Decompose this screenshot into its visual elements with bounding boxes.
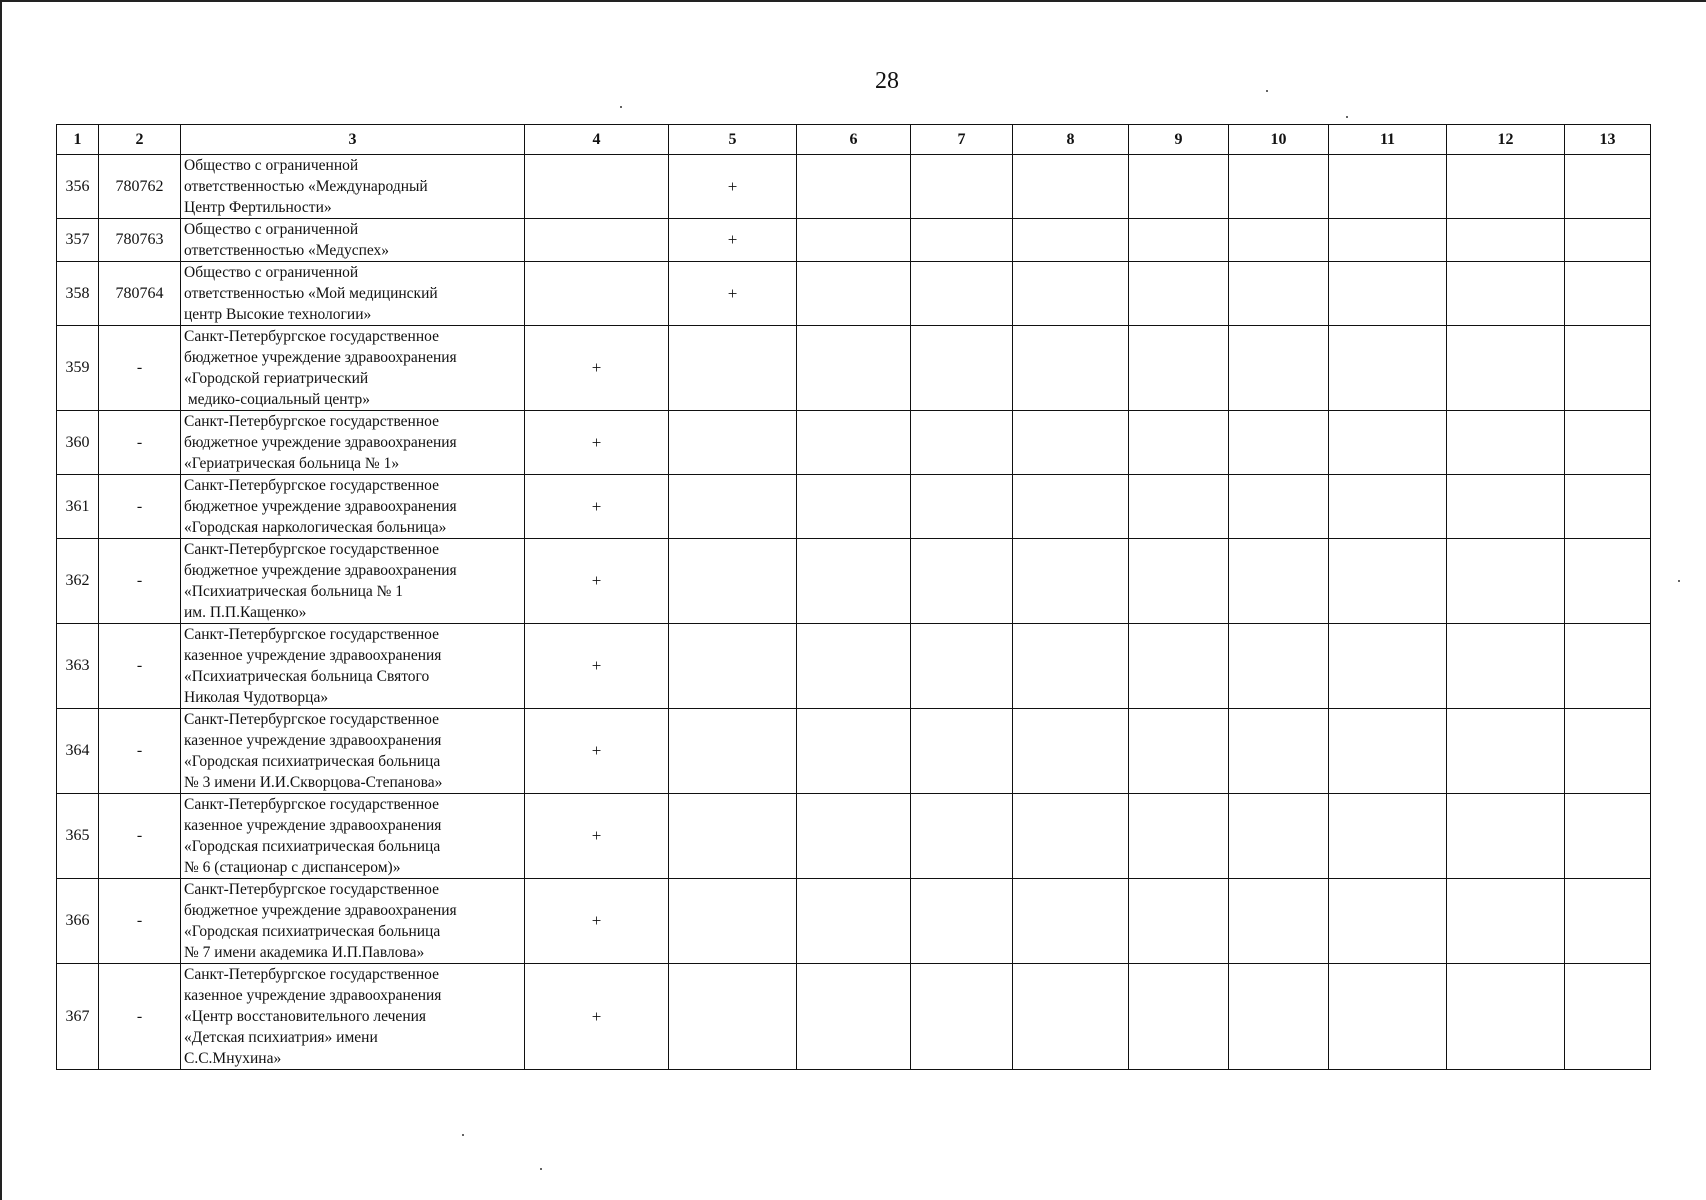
table-header-row <box>57 125 1651 155</box>
mark-cell-col-8 <box>1013 475 1129 539</box>
registry-code-cell: - <box>99 709 181 794</box>
organization-name-line: «Психиатрическая больница № 1 <box>184 583 404 600</box>
organization-name-cell <box>181 475 525 539</box>
mark-cell-col-6 <box>797 411 911 475</box>
mark-cell-col-4: + <box>525 964 669 1070</box>
mark-cell-col-11 <box>1329 879 1447 964</box>
mark-cell-col-9 <box>1129 794 1229 879</box>
mark-cell-col-11 <box>1329 624 1447 709</box>
organization-name-cell <box>181 964 525 1070</box>
mark-cell-col-7 <box>911 794 1013 879</box>
mark-cell-col-13 <box>1565 326 1651 411</box>
mark-cell-col-4: + <box>525 411 669 475</box>
organization-name-cell <box>181 219 525 262</box>
registry-code-cell: - <box>99 475 181 539</box>
table-row <box>57 155 1651 219</box>
organization-name-line: Санкт-Петербургское государственное <box>184 881 439 898</box>
organization-name-line: ответственностью «Мой медицинский <box>184 285 438 302</box>
mark-cell-col-5 <box>669 624 797 709</box>
row-number-cell: 364 <box>57 709 99 794</box>
row-number-cell: 365 <box>57 794 99 879</box>
mark-cell-col-6 <box>797 155 911 219</box>
mark-cell-col-12 <box>1447 155 1565 219</box>
organization-name-line: «Психиатрическая больница Святого <box>184 668 430 685</box>
organization-name-line: Санкт-Петербургское государственное <box>184 413 439 430</box>
mark-cell-col-12 <box>1447 475 1565 539</box>
organization-name-line: Санкт-Петербургское государственное <box>184 477 439 494</box>
mark-cell-col-7 <box>911 411 1013 475</box>
column-header-6: 6 <box>797 125 911 155</box>
mark-cell-col-9 <box>1129 624 1229 709</box>
organization-name-line: Санкт-Петербургское государственное <box>184 796 439 813</box>
mark-cell-col-10 <box>1229 794 1329 879</box>
mark-cell-col-13 <box>1565 879 1651 964</box>
organization-name-cell <box>181 794 525 879</box>
mark-cell-col-8 <box>1013 624 1129 709</box>
column-header-9: 9 <box>1129 125 1229 155</box>
mark-cell-col-7 <box>911 539 1013 624</box>
mark-cell-col-7 <box>911 326 1013 411</box>
organization-name-line: № 3 имени И.И.Скворцова-Степанова» <box>184 774 443 791</box>
mark-cell-col-8 <box>1013 262 1129 326</box>
organization-name-line: «Детская психиатрия» имени <box>184 1029 378 1046</box>
mark-cell-col-4: + <box>525 794 669 879</box>
mark-cell-col-5 <box>669 411 797 475</box>
mark-cell-col-11 <box>1329 964 1447 1070</box>
table-row <box>57 411 1651 475</box>
mark-cell-col-13 <box>1565 475 1651 539</box>
mark-cell-col-10 <box>1229 326 1329 411</box>
organization-name-line: казенное учреждение здравоохранения <box>184 732 442 749</box>
mark-cell-col-5 <box>669 475 797 539</box>
organization-name-line: Николая Чудотворца» <box>184 689 329 706</box>
mark-cell-col-10 <box>1229 219 1329 262</box>
mark-cell-col-13 <box>1565 155 1651 219</box>
organization-name-line: Центр Фертильности» <box>184 199 332 216</box>
mark-cell-col-8 <box>1013 155 1129 219</box>
mark-cell-col-13 <box>1565 219 1651 262</box>
organization-name-line: «Городская психиатрическая больница <box>184 923 441 940</box>
mark-cell-col-4: + <box>525 326 669 411</box>
organization-name-line: ответственностью «Международный <box>184 178 428 195</box>
organization-name-cell <box>181 879 525 964</box>
column-header-13: 13 <box>1565 125 1651 155</box>
mark-cell-col-10 <box>1229 964 1329 1070</box>
mark-cell-col-6 <box>797 475 911 539</box>
mark-cell-col-6 <box>797 326 911 411</box>
mark-cell-col-11 <box>1329 262 1447 326</box>
organization-name-line: № 7 имени академика И.П.Павлова» <box>184 944 425 961</box>
column-header-12: 12 <box>1447 125 1565 155</box>
mark-cell-col-11 <box>1329 219 1447 262</box>
mark-cell-col-9 <box>1129 155 1229 219</box>
mark-cell-col-12 <box>1447 219 1565 262</box>
mark-cell-col-5: + <box>669 219 797 262</box>
scan-speck <box>1346 116 1348 118</box>
table-row <box>57 539 1651 624</box>
mark-cell-col-7 <box>911 262 1013 326</box>
mark-cell-col-4: + <box>525 879 669 964</box>
mark-cell-col-10 <box>1229 709 1329 794</box>
mark-cell-col-7 <box>911 624 1013 709</box>
row-number-cell: 358 <box>57 262 99 326</box>
table-row <box>57 709 1651 794</box>
organization-name-cell <box>181 709 525 794</box>
organization-name-line: «Гериатрическая больница № 1» <box>184 455 400 472</box>
mark-cell-col-7 <box>911 709 1013 794</box>
row-number-cell: 366 <box>57 879 99 964</box>
table-row <box>57 262 1651 326</box>
mark-cell-col-9 <box>1129 475 1229 539</box>
mark-cell-col-12 <box>1447 326 1565 411</box>
mark-cell-col-6 <box>797 879 911 964</box>
organization-name-line: медико-социальный центр» <box>184 391 371 408</box>
mark-cell-col-5 <box>669 879 797 964</box>
mark-cell-col-9 <box>1129 539 1229 624</box>
mark-cell-col-13 <box>1565 262 1651 326</box>
organization-name-line: Санкт-Петербургское государственное <box>184 541 439 558</box>
mark-cell-col-12 <box>1447 794 1565 879</box>
organization-name-line: казенное учреждение здравоохранения <box>184 817 442 834</box>
registry-code-cell: - <box>99 879 181 964</box>
column-header-5: 5 <box>669 125 797 155</box>
table-row <box>57 964 1651 1070</box>
mark-cell-col-7 <box>911 155 1013 219</box>
mark-cell-col-5: + <box>669 262 797 326</box>
mark-cell-col-5 <box>669 794 797 879</box>
mark-cell-col-10 <box>1229 155 1329 219</box>
mark-cell-col-8 <box>1013 539 1129 624</box>
organization-name-cell <box>181 262 525 326</box>
organization-name-line: Санкт-Петербургское государственное <box>184 711 439 728</box>
mark-cell-col-12 <box>1447 539 1565 624</box>
registry-table <box>56 124 1651 1070</box>
mark-cell-col-11 <box>1329 475 1447 539</box>
column-header-11: 11 <box>1329 125 1447 155</box>
mark-cell-col-10 <box>1229 624 1329 709</box>
mark-cell-col-9 <box>1129 326 1229 411</box>
mark-cell-col-8 <box>1013 219 1129 262</box>
organization-name-line: бюджетное учреждение здравоохранения <box>184 349 457 366</box>
organization-name-cell <box>181 411 525 475</box>
mark-cell-col-9 <box>1129 411 1229 475</box>
mark-cell-col-5 <box>669 539 797 624</box>
organization-name-line: «Городская психиатрическая больница <box>184 753 441 770</box>
mark-cell-col-11 <box>1329 155 1447 219</box>
scan-speck <box>540 1168 542 1170</box>
mark-cell-col-6 <box>797 624 911 709</box>
mark-cell-col-8 <box>1013 709 1129 794</box>
mark-cell-col-11 <box>1329 326 1447 411</box>
mark-cell-col-10 <box>1229 262 1329 326</box>
mark-cell-col-9 <box>1129 709 1229 794</box>
table-body <box>57 155 1651 1070</box>
row-number-cell: 357 <box>57 219 99 262</box>
organization-name-line: Общество с ограниченной <box>184 221 359 238</box>
organization-name-line: им. П.П.Кащенко» <box>184 604 307 621</box>
organization-name-line: Общество с ограниченной <box>184 264 359 281</box>
scan-border-top <box>0 0 1706 2</box>
mark-cell-col-5 <box>669 964 797 1070</box>
mark-cell-col-8 <box>1013 879 1129 964</box>
table-row <box>57 794 1651 879</box>
organization-name-line: С.С.Мнухина» <box>184 1050 282 1067</box>
organization-name-line: «Городская наркологическая больница» <box>184 519 447 536</box>
mark-cell-col-6 <box>797 219 911 262</box>
mark-cell-col-13 <box>1565 709 1651 794</box>
mark-cell-col-12 <box>1447 624 1565 709</box>
mark-cell-col-13 <box>1565 539 1651 624</box>
organization-name-line: казенное учреждение здравоохранения <box>184 987 442 1004</box>
table-row <box>57 475 1651 539</box>
table-row <box>57 326 1651 411</box>
mark-cell-col-6 <box>797 539 911 624</box>
registry-code-cell: - <box>99 624 181 709</box>
mark-cell-col-10 <box>1229 539 1329 624</box>
mark-cell-col-7 <box>911 475 1013 539</box>
mark-cell-col-6 <box>797 964 911 1070</box>
mark-cell-col-10 <box>1229 411 1329 475</box>
scan-speck <box>620 106 622 108</box>
mark-cell-col-9 <box>1129 879 1229 964</box>
organization-name-line: бюджетное учреждение здравоохранения <box>184 902 457 919</box>
mark-cell-col-13 <box>1565 624 1651 709</box>
mark-cell-col-8 <box>1013 794 1129 879</box>
mark-cell-col-4 <box>525 219 669 262</box>
page-number: 28 <box>875 68 899 94</box>
mark-cell-col-6 <box>797 794 911 879</box>
mark-cell-col-12 <box>1447 879 1565 964</box>
mark-cell-col-9 <box>1129 964 1229 1070</box>
organization-name-line: Общество с ограниченной <box>184 157 359 174</box>
mark-cell-col-12 <box>1447 262 1565 326</box>
organization-name-line: ответственностью «Медуспех» <box>184 242 390 259</box>
registry-code-cell: - <box>99 326 181 411</box>
mark-cell-col-4: + <box>525 709 669 794</box>
organization-name-line: Санкт-Петербургское государственное <box>184 626 439 643</box>
organization-name-cell <box>181 539 525 624</box>
mark-cell-col-7 <box>911 219 1013 262</box>
row-number-cell: 356 <box>57 155 99 219</box>
row-number-cell: 367 <box>57 964 99 1070</box>
column-header-7: 7 <box>911 125 1013 155</box>
registry-code-cell: 780764 <box>99 262 181 326</box>
organization-name-line: бюджетное учреждение здравоохранения <box>184 562 457 579</box>
column-header-1: 1 <box>57 125 99 155</box>
column-header-3: 3 <box>181 125 525 155</box>
registry-code-cell: - <box>99 539 181 624</box>
mark-cell-col-9 <box>1129 262 1229 326</box>
organization-name-line: бюджетное учреждение здравоохранения <box>184 434 457 451</box>
organization-name-line: бюджетное учреждение здравоохранения <box>184 498 457 515</box>
column-header-4: 4 <box>525 125 669 155</box>
mark-cell-col-4: + <box>525 539 669 624</box>
mark-cell-col-12 <box>1447 964 1565 1070</box>
organization-name-line: Санкт-Петербургское государственное <box>184 328 439 345</box>
row-number-cell: 360 <box>57 411 99 475</box>
mark-cell-col-4: + <box>525 624 669 709</box>
organization-name-line: «Городской гериатрический <box>184 370 369 387</box>
mark-cell-col-12 <box>1447 411 1565 475</box>
mark-cell-col-11 <box>1329 411 1447 475</box>
scan-speck <box>462 1134 464 1136</box>
mark-cell-col-10 <box>1229 879 1329 964</box>
row-number-cell: 359 <box>57 326 99 411</box>
registry-code-cell: - <box>99 794 181 879</box>
table-row <box>57 624 1651 709</box>
mark-cell-col-5 <box>669 709 797 794</box>
column-header-2: 2 <box>99 125 181 155</box>
mark-cell-col-4 <box>525 155 669 219</box>
column-header-8: 8 <box>1013 125 1129 155</box>
mark-cell-col-6 <box>797 262 911 326</box>
mark-cell-col-7 <box>911 879 1013 964</box>
mark-cell-col-4: + <box>525 475 669 539</box>
registry-code-cell: - <box>99 964 181 1070</box>
mark-cell-col-8 <box>1013 326 1129 411</box>
scan-border-left <box>0 0 2 1200</box>
row-number-cell: 363 <box>57 624 99 709</box>
mark-cell-col-11 <box>1329 709 1447 794</box>
mark-cell-col-12 <box>1447 709 1565 794</box>
organization-name-cell <box>181 624 525 709</box>
row-number-cell: 361 <box>57 475 99 539</box>
organization-name-line: «Городская психиатрическая больница <box>184 838 441 855</box>
mark-cell-col-8 <box>1013 964 1129 1070</box>
mark-cell-col-4 <box>525 262 669 326</box>
registry-code-cell: - <box>99 411 181 475</box>
mark-cell-col-7 <box>911 964 1013 1070</box>
organization-name-line: центр Высокие технологии» <box>184 306 372 323</box>
organization-name-line: «Центр восстановительного лечения <box>184 1008 427 1025</box>
mark-cell-col-8 <box>1013 411 1129 475</box>
mark-cell-col-6 <box>797 709 911 794</box>
mark-cell-col-5 <box>669 326 797 411</box>
table-row <box>57 219 1651 262</box>
scan-speck <box>1678 580 1680 582</box>
row-number-cell: 362 <box>57 539 99 624</box>
organization-name-line: Санкт-Петербургское государственное <box>184 966 439 983</box>
organization-name-cell <box>181 155 525 219</box>
scan-speck <box>1266 90 1268 92</box>
mark-cell-col-13 <box>1565 794 1651 879</box>
organization-name-line: № 6 (стационар с диспансером)» <box>184 859 401 876</box>
mark-cell-col-9 <box>1129 219 1229 262</box>
registry-code-cell: 780763 <box>99 219 181 262</box>
registry-code-cell: 780762 <box>99 155 181 219</box>
table-row <box>57 879 1651 964</box>
organization-name-cell <box>181 326 525 411</box>
column-header-10: 10 <box>1229 125 1329 155</box>
organization-name-line: казенное учреждение здравоохранения <box>184 647 442 664</box>
mark-cell-col-11 <box>1329 794 1447 879</box>
mark-cell-col-13 <box>1565 411 1651 475</box>
mark-cell-col-11 <box>1329 539 1447 624</box>
mark-cell-col-13 <box>1565 964 1651 1070</box>
mark-cell-col-10 <box>1229 475 1329 539</box>
mark-cell-col-5: + <box>669 155 797 219</box>
